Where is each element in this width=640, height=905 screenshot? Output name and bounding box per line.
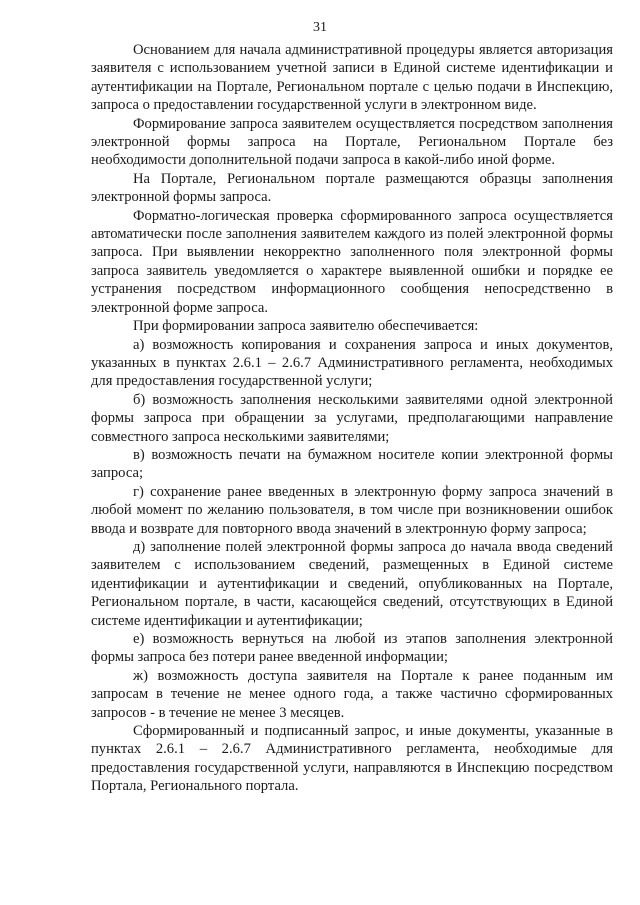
list-item-d: д) заполнение полей электронной формы запроса до начала ввода сведений заявителем с использованием сведений, размещенных в Единой системе идентификации и аутентификации и сведений, опубликованных на Портале, Региональном портале, в части, касающейся сведений, отсутствующих в Единой системе идентификации и аутентификации;: [91, 538, 613, 629]
paragraph-provisions-intro: При формировании запроса заявителю обеспечивается:: [133, 318, 479, 335]
paragraph-samples: На Портале, Региональном портале размещаются образцы заполнения электронной формы запроса.: [91, 170, 613, 206]
list-item-zh: ж) возможность доступа заявителя на Портале к ранее поданным им запросам в течение не менее одного года, а также частично сформированных запросов - в течение не менее 3 месяцев.: [91, 667, 613, 721]
list-item-g: г) сохранение ранее введенных в электронную форму запроса значений в любой момент по желанию пользователя, в том числе при возникновении ошибок ввода и возврате для повторного ввода значений в электронную форму запроса;: [91, 483, 613, 537]
paragraph-submission: Сформированный и подписанный запрос, и иные документы, указанные в пунктах 2.6.1 – 2.6.7 Административного регламента, необходимые для предоставления государственной услуги, направляются в Инспекцию посредством Портала, Регионального портала.: [91, 723, 613, 795]
list-item-v: в) возможность печати на бумажном носителе копии электронной формы запроса;: [91, 446, 613, 482]
list-item-a: а) возможность копирования и сохранения запроса и иных документов, указанных в пунктах 2.6.1 – 2.6.7 Административного регламента, необходимых для предоставления государственной услуги;: [91, 336, 613, 390]
list-item-e: е) возможность вернуться на любой из этапов заполнения электронной формы запроса без потери ранее введенной информации;: [91, 631, 613, 666]
paragraph-format-check: Форматно-логическая проверка сформированного запроса осуществляется автоматически после заполнения заявителем каждого из полей электронной формы запроса. При выявлении некорректно заполненного поля электронной формы запроса заявитель уведомляется о характере выявленной ошибки и порядке ее устранения посредством информационного сообщения непосредственно в электронной форме запроса.: [91, 207, 613, 316]
document-body: [91, 41, 613, 796]
page-number: 31: [313, 20, 327, 35]
paragraph-basis: Основанием для начала административной процедуры является авторизация заявителя с использованием учетной записи в Единой системе идентификации и аутентификации на Портале, Региональном портале с целью подачи в Инспекцию, запроса о предоставлении государственной услуги в электронном виде.: [91, 42, 613, 114]
list-item-b: б) возможность заполнения несколькими заявителями одной электронной формы запроса при обращении за услугами, предполагающими направление совместного запроса несколькими заявителями;: [91, 391, 613, 445]
paragraph-request-formation: Формирование запроса заявителем осуществляется посредством заполнения электронной формы запроса на Портале, Региональном Портале без необходимости дополнительной подачи запроса в какой-либо иной форме.: [91, 115, 613, 169]
